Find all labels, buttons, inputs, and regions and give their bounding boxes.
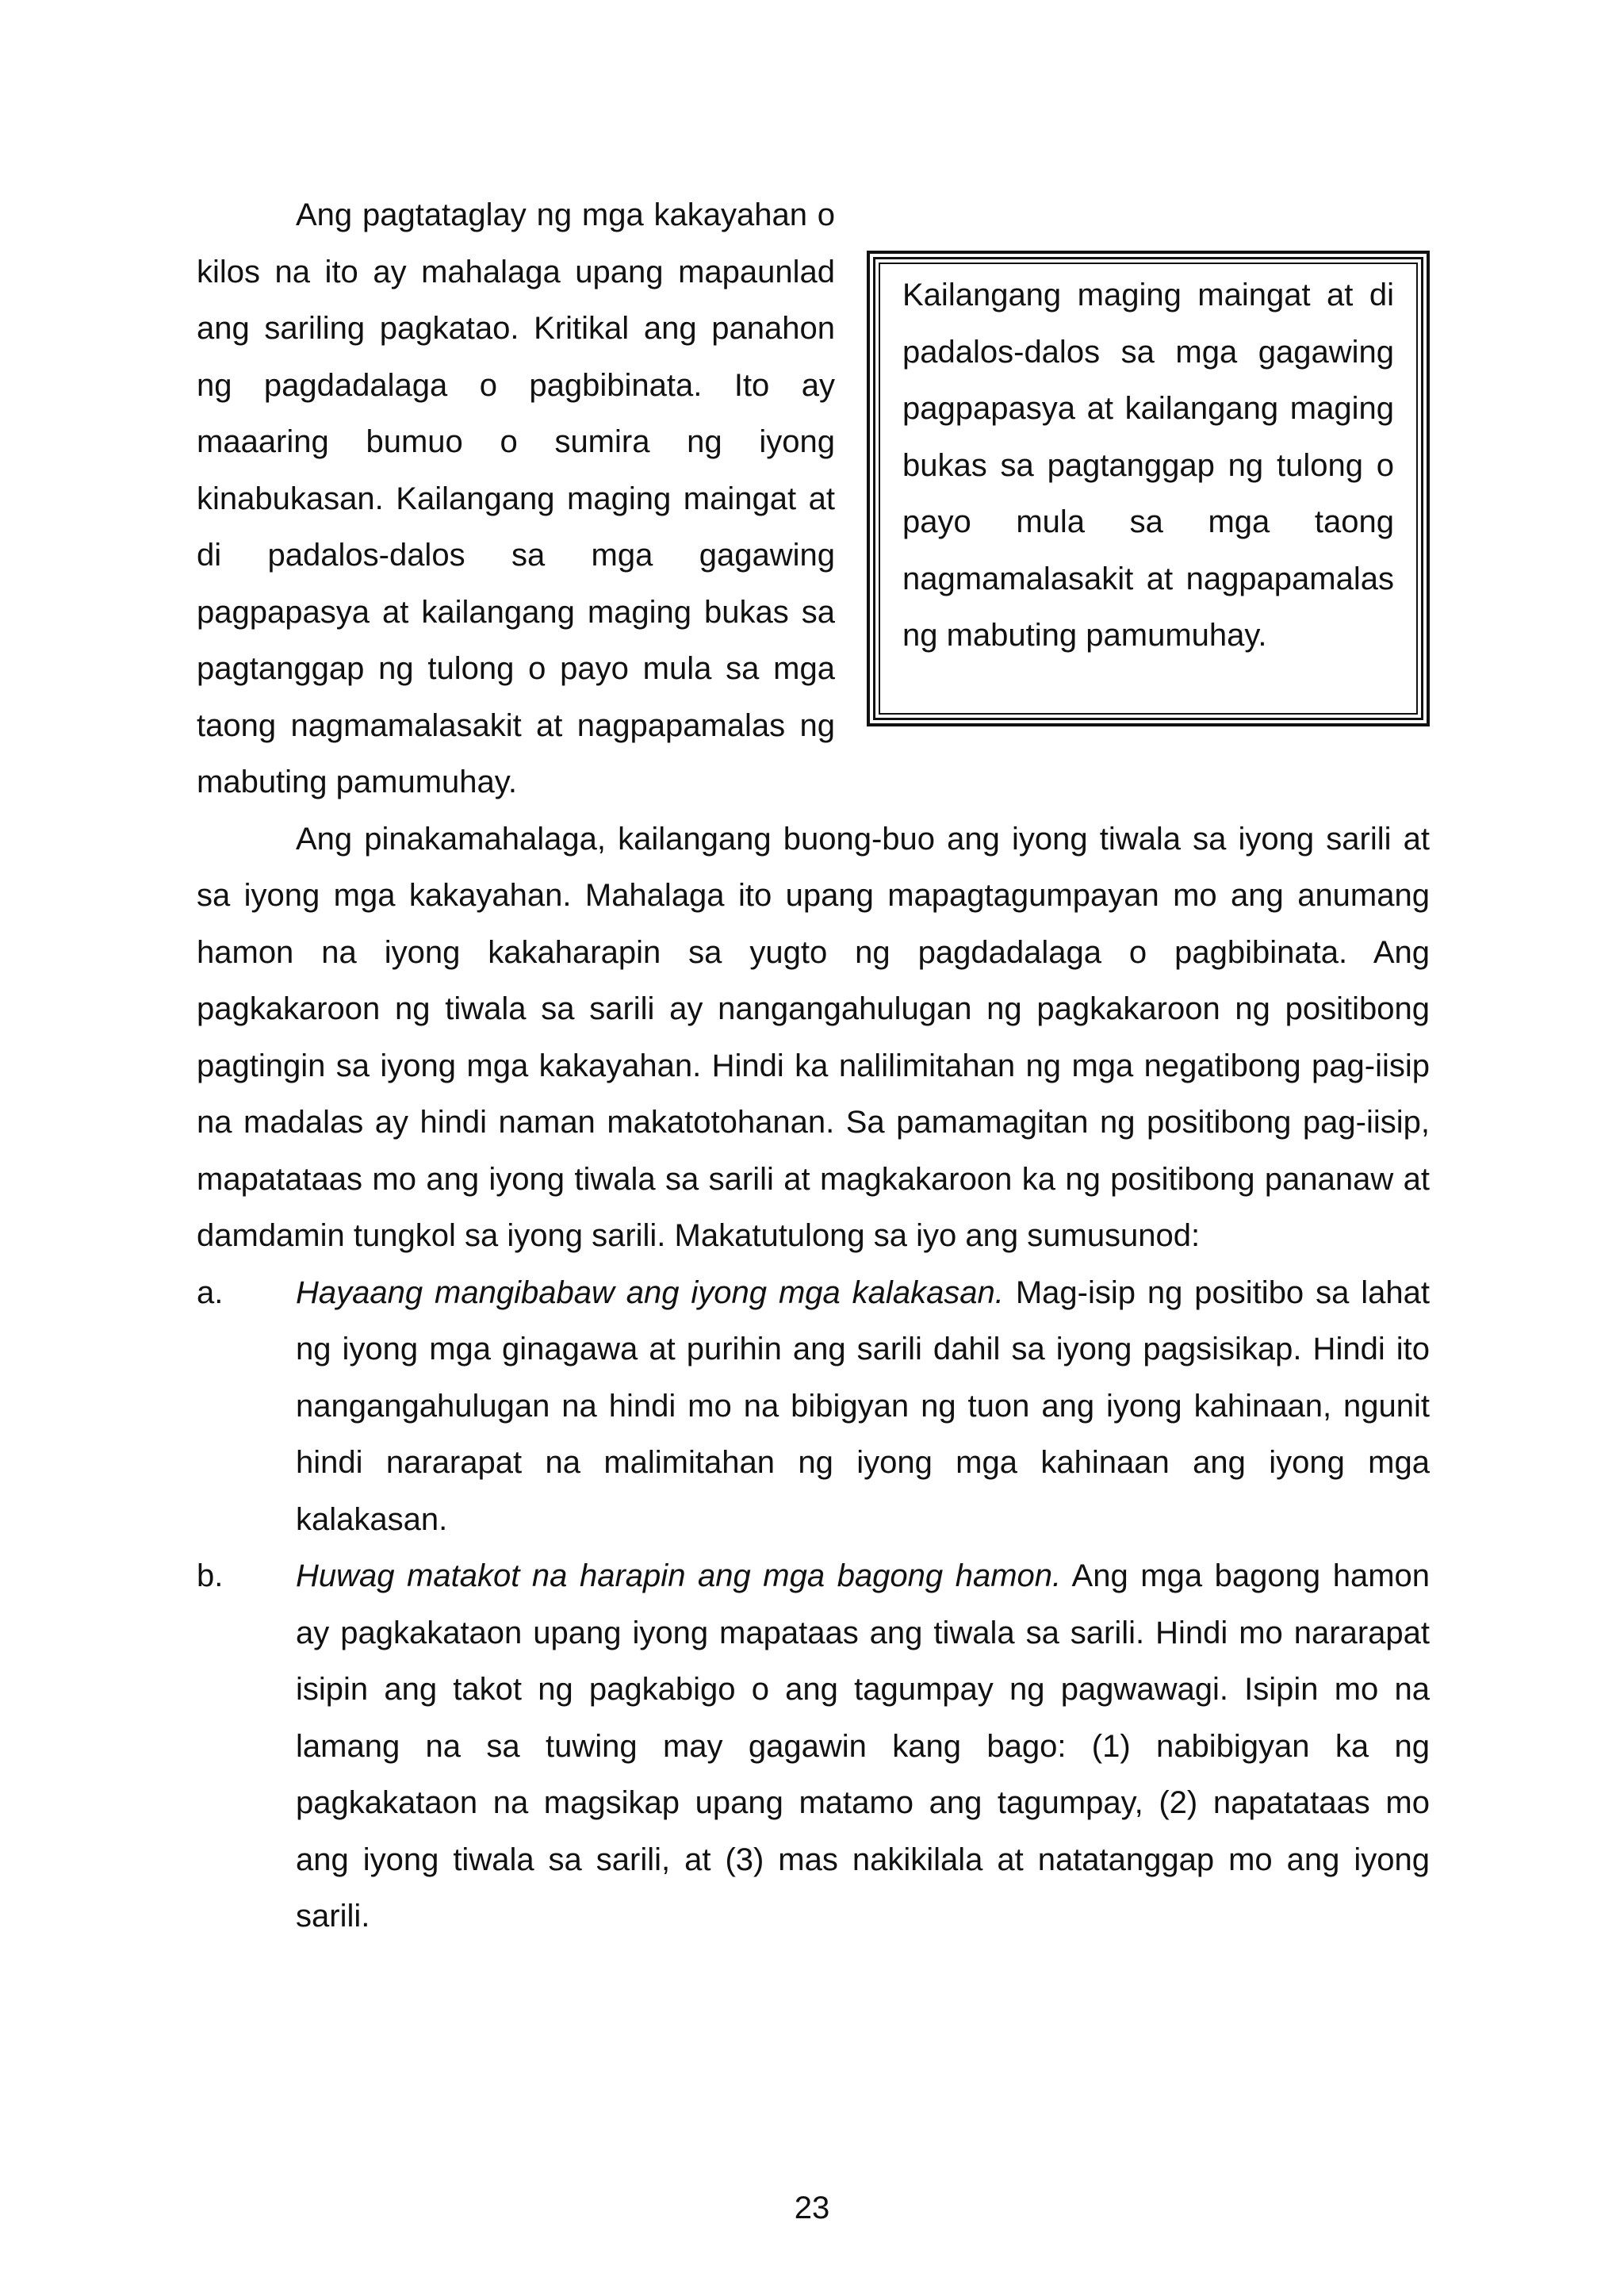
list-marker: b. <box>197 1558 224 1593</box>
list-item-body: Ang mga bagong hamon ay pagkakataon upang iyong mapataas ang tiwala sa sarili. Hindi mo nararapat isipin ang takot ng pagkabigo o ang tagumpay ng pagwawagi. Isipin mo na lamang na sa tuwing may gagawin kang bago: (1) nabibigyan ka ng pagkakataon na magsikap upang matamo ang tagumpay, (2) napatataas mo ang iyong tiwala sa sarili, at (3) mas nakikilala at natatanggap mo ang iyong sarili. <box>296 1558 1431 1934</box>
list-item-lead: Hayaang mangibabaw ang iyong mga kalakasan. <box>296 1274 1004 1310</box>
paragraph-2: Ang pinakamahalaga, kailangang buong-buo ang iyong tiwala sa iyong sarili at sa iyong mga kakayahan. Mahalaga ito upang mapagtagumpayan mo ang anumang hamon na iyong kakaharapin sa yugto ng pagdadalaga o pagbibinata. Ang pagkakaroon ng tiwala sa sarili ay nangangahulugan ng pagkakaroon ng positibong pagtingin sa iyong mga kakayahan. Hindi ka nalilimitahan ng mga negatibong pag-iisip na madalas ay hindi naman makatotohanan. Sa pamamagitan ng positibong pag-iisip, mapatataas mo ang iyong tiwala sa sarili at magkakaroon ka ng positibong pananaw at damdamin tungkol sa iyong sarili. Makatutulong sa iyo ang sumusunod: <box>197 821 1430 1253</box>
paragraph-1: Ang pagtataglay ng mga kakayahan o kilos na ito ay mahalaga upang mapaunlad ang sariling pagkatao. Kritikal ang panahon ng pagdadalaga o pagbibinata. Ito ay maaaring bumuo o sumira ng iyong kinabukasan. Kailangang maging maingat at di padalos-dalos sa mga gagawing pagpapasya at kailangang maging bukas sa pagtanggap ng tulong o payo mula sa mga taong nagmamalasakit at nagpapamalas ng mabuting pamumuhay. <box>197 197 835 799</box>
list-item-a <box>197 1265 1430 1549</box>
page-number: 23 <box>794 2191 830 2225</box>
list-item-lead: Huwag matakot na harapin ang mga bagong hamon. <box>296 1558 1062 1593</box>
pull-quote-text: Kailangang maging maingat at di padalos-dalos sa mga gagawing pagpapasya at kailangang maging bukas sa pagtanggap ng tulong o payo mula sa mga taong nagmamalasakit at nagpapamalas ng mabuting pamumuhay. <box>902 278 1394 653</box>
page-content <box>197 187 1430 1945</box>
list-item-body: Mag-isip ng positibo sa lahat ng iyong mga ginagawa at purihin ang sarili dahil sa iyong pagsisikap. Hindi ito nangangahulugan na hindi mo na bibigyan ng tuon ang iyong kahinaan, ngunit hindi nararapat na malimitahan ng iyong mga kahinaan ang iyong mga kalakasan. <box>296 1274 1430 1537</box>
list-marker: a. <box>197 1274 224 1310</box>
pull-quote-box <box>867 251 1430 726</box>
list-item-b <box>197 1548 1430 1945</box>
